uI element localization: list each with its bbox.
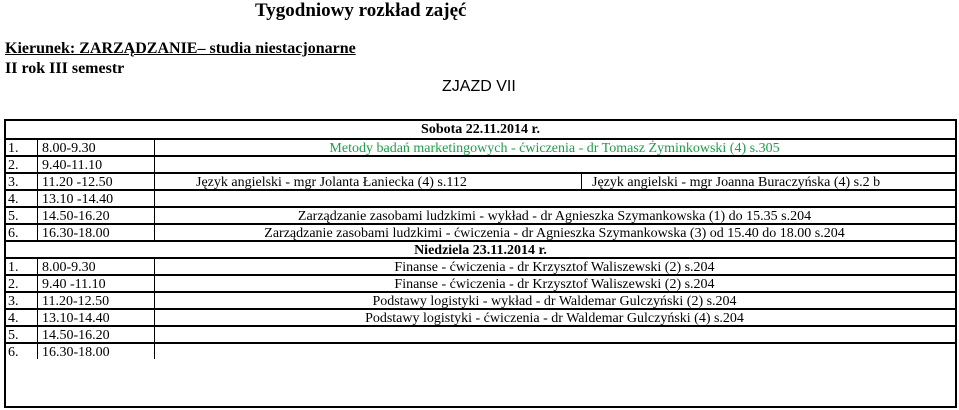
page-title: Tygodniowy rozkład zajęć bbox=[255, 0, 467, 21]
row-number: 3. bbox=[8, 175, 19, 190]
row-number: 6. bbox=[8, 226, 19, 241]
table-row bbox=[6, 342, 955, 361]
day-label: Niedziela 23.11.2014 r. bbox=[414, 243, 547, 258]
class-cell: Finanse - ćwiczenia - dr Krzysztof Waliszewski (2) s.204 bbox=[394, 260, 715, 275]
row-number: 6. bbox=[8, 345, 19, 360]
row-time: 14.50-16.20 bbox=[42, 328, 110, 343]
row-number: 3. bbox=[8, 294, 19, 309]
saturday-header-row bbox=[6, 121, 955, 138]
class-cell: Metody badań marketingowych - ćwiczenia - dr Tomasz Żyminkowski (4) s.305 bbox=[329, 141, 780, 156]
class-cell-left: Język angielski - mgr Jolanta Łaniecka (4) s.112 bbox=[196, 175, 467, 190]
class-cell: Finanse - ćwiczenia - dr Krzysztof Waliszewski (2) s.204 bbox=[394, 277, 715, 292]
row-time: 9.40 -11.10 bbox=[42, 277, 106, 292]
row-time: 9.40-11.10 bbox=[42, 158, 103, 173]
row-number: 5. bbox=[8, 328, 19, 343]
row-time: 16.30-18.00 bbox=[42, 226, 110, 241]
row-time: 8.00-9.30 bbox=[42, 260, 96, 275]
row-time: 13.10 -14.40 bbox=[42, 192, 114, 207]
row-time: 8.00-9.30 bbox=[42, 141, 96, 156]
class-cell: Podstawy logistyki - wykład - dr Waldemar Gulczyński (2) s.204 bbox=[372, 294, 737, 309]
department-label: Kierunek: ZARZĄDZANIE– studia niestacjonarne bbox=[5, 40, 356, 57]
class-cell: Zarządzanie zasobami ludzkimi - wykład - dr Agnieszka Szymankowska (1) do 15.35 s.204 bbox=[297, 209, 812, 224]
day-label: Sobota 22.11.2014 r. bbox=[421, 122, 540, 137]
row-time: 13.10-14.40 bbox=[42, 311, 110, 326]
row-number: 1. bbox=[8, 141, 19, 156]
schedule-table bbox=[4, 119, 957, 408]
class-cell: Podstawy logistyki - ćwiczenia - dr Waldemar Gulczyński (4) s.204 bbox=[365, 311, 744, 326]
row-number: 1. bbox=[8, 260, 19, 275]
class-cell: Zarządzanie zasobami ludzkimi - ćwiczenia - dr Agnieszka Szymankowska (3) od 15.40 do 18.00 s.204 bbox=[264, 226, 845, 241]
row-time: 11.20 -12.50 bbox=[42, 175, 113, 190]
row-number: 4. bbox=[8, 311, 19, 326]
row-number: 4. bbox=[8, 192, 19, 207]
row-number: 2. bbox=[8, 158, 19, 173]
row-time: 16.30-18.00 bbox=[42, 345, 110, 360]
row-number: 2. bbox=[8, 277, 19, 292]
row-number: 5. bbox=[8, 209, 19, 224]
row-time: 14.50-16.20 bbox=[42, 209, 110, 224]
session-label: ZJAZD VII bbox=[442, 78, 516, 95]
row-time: 11.20-12.50 bbox=[42, 294, 110, 309]
class-cell-right: Język angielski - mgr Joanna Buraczyńska (4) s.2 b bbox=[592, 175, 881, 190]
year-semester-label: II rok III semestr bbox=[5, 60, 125, 77]
